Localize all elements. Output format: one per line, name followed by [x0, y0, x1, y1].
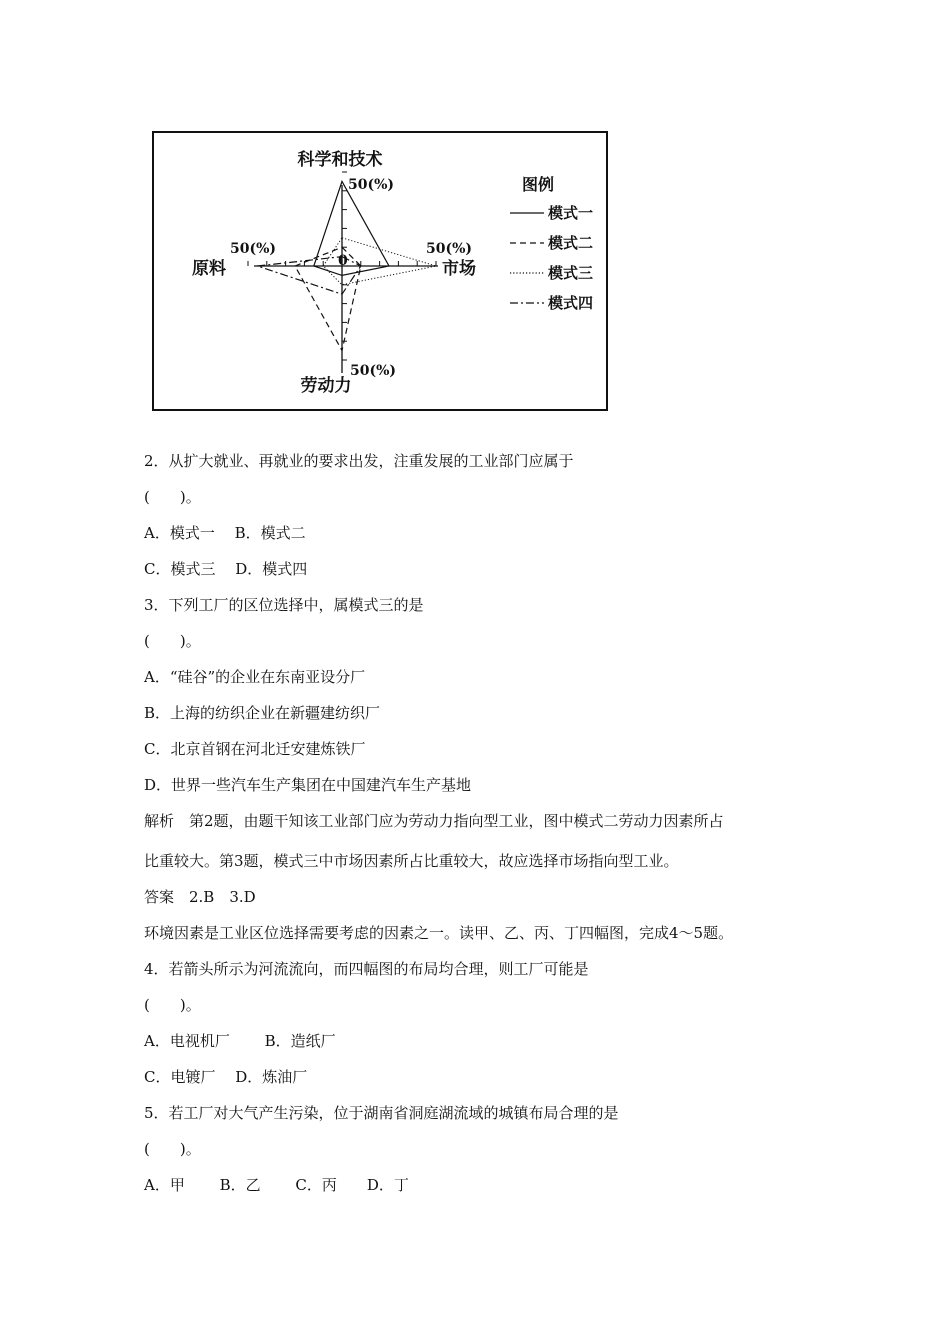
axis-origin: 0 [338, 253, 348, 269]
text-line: A．“硅谷”的企业在东南亚设分厂 [144, 668, 366, 686]
axis-max-left: 50(%) [230, 241, 277, 257]
text-line: A．模式一 B．模式二 [144, 524, 306, 542]
text-line: 解析 第2题，由题干知该工业部门应为劳动力指向型工业，图中模式二劳动力因素所占 [144, 812, 724, 830]
legend-label-3: 模式三 [548, 264, 594, 282]
radar-chart-figure [152, 131, 608, 411]
text-line: D．世界一些汽车生产集团在中国建汽车生产基地 [144, 776, 472, 794]
axis-label-top: 科学和技术 [297, 150, 383, 170]
series-1-polygon [314, 181, 389, 275]
text-line: 2．从扩大就业、再就业的要求出发，注重发展的工业部门应属于 [144, 452, 574, 470]
text-line: A．甲 B．乙 C．丙 D．丁 [144, 1176, 409, 1194]
text-line: 答案 2.B 3.D [144, 888, 256, 906]
text-line: 环境因素是工业区位选择需要考虑的因素之一。读甲、乙、丙、丁四幅图，完成4～5题。 [144, 924, 734, 942]
axis-label-bottom: 劳动力 [300, 376, 352, 396]
text-line: ( )。 [144, 632, 201, 650]
text-line: C．模式三 D．模式四 [144, 560, 308, 578]
text-line: ( )。 [144, 1140, 201, 1158]
axis-label-right: 市场 [442, 259, 476, 279]
text-line: 比重较大。第3题，模式三中市场因素所占比重较大，故应选择市场指向型工业。 [144, 852, 679, 870]
text-line: C．电镀厂 D．炼油厂 [144, 1068, 308, 1086]
legend-label-2: 模式二 [548, 234, 594, 252]
legend [510, 204, 593, 312]
legend-label-4: 模式四 [548, 294, 594, 312]
axis-max-right: 50(%) [426, 241, 473, 257]
axis-max-bottom: 50(%) [350, 363, 397, 379]
text-line: 4．若箭头所示为河流流向，而四幅图的布局均合理，则工厂可能是 [144, 960, 589, 978]
legend-label-1: 模式一 [548, 204, 594, 222]
axis-label-left: 原料 [192, 259, 226, 279]
legend-title: 图例 [522, 175, 555, 194]
text-line: A．电视机厂 B．造纸厂 [144, 1032, 336, 1050]
text-line: 5．若工厂对大气产生污染，位于湖南省洞庭湖流域的城镇布局合理的是 [144, 1104, 619, 1122]
text-line: B．上海的纺织企业在新疆建纺织厂 [144, 704, 381, 722]
text-line: 3．下列工厂的区位选择中，属模式三的是 [144, 596, 424, 614]
radar-chart [154, 133, 606, 409]
axis-max-top: 50(%) [348, 177, 395, 193]
text-line: ( )。 [144, 996, 201, 1014]
text-line: ( )。 [144, 488, 201, 506]
text-line: C．北京首钢在河北迁安建炼铁厂 [144, 740, 366, 758]
